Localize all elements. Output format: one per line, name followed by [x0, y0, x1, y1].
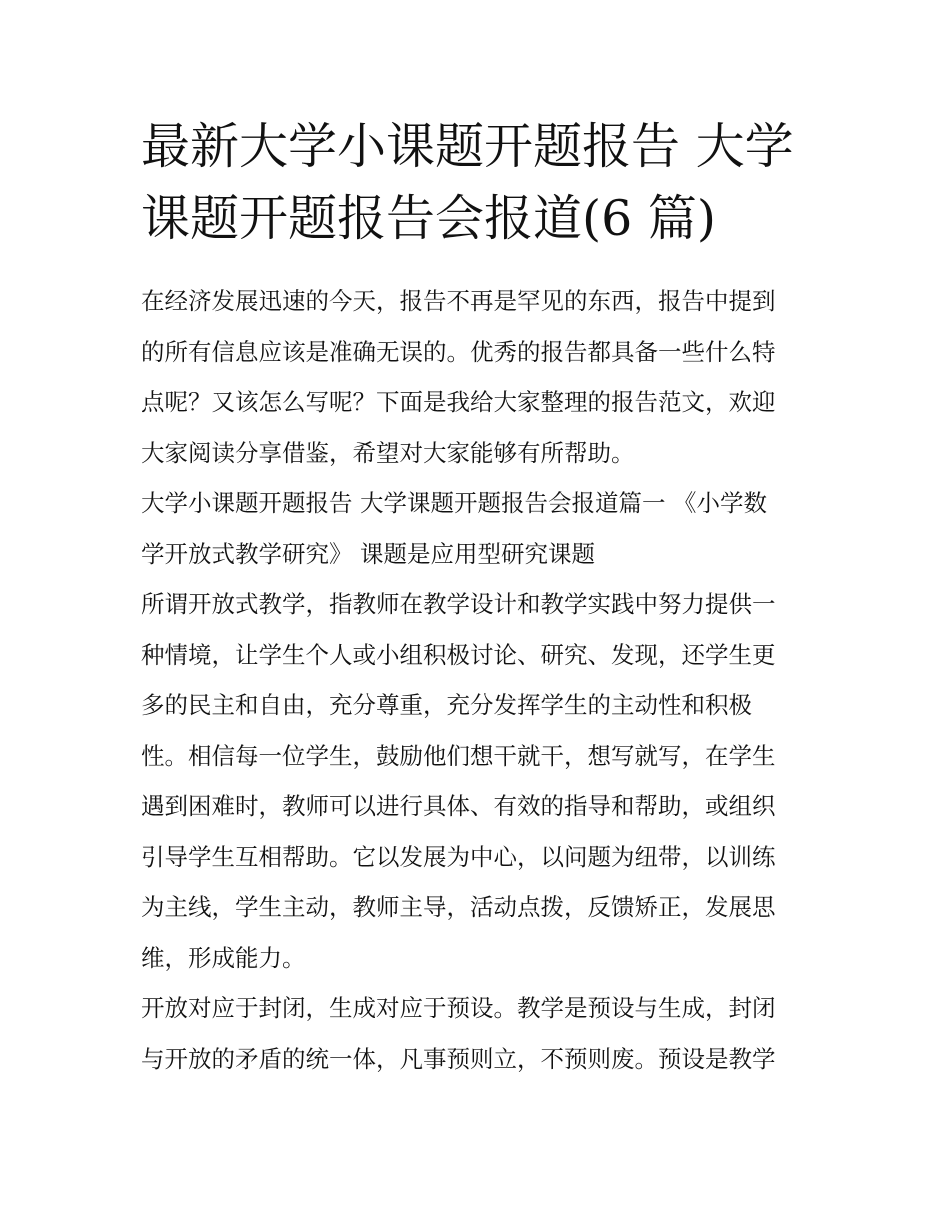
- paragraph-definition: [141, 579, 813, 983]
- paragraph-line: 点呢？又该怎么写呢？下面是我给大家整理的报告范文，欢迎: [141, 388, 776, 416]
- title-line: 课题开题报告会报道(6 篇): [141, 190, 716, 247]
- paragraph-line: 学开放式教学研究》 课题是应用型研究课题: [141, 539, 595, 568]
- paragraph-line: 大家阅读分享借鉴，希望对大家能够有所帮助。: [141, 438, 635, 467]
- section-heading: [141, 478, 813, 579]
- document-page: [141, 112, 813, 1084]
- paragraph-line: 多的民主和自由，充分尊重，充分发挥学生的主动性和积极: [141, 691, 752, 719]
- paragraph-line: 种情境，让学生个人或小组积极讨论、研究、发现，还学生更: [141, 640, 776, 669]
- paragraph-line: 大学小课题开题报告 大学课题开题报告会报道篇一 《小学数: [141, 489, 767, 517]
- paragraph-line: 开放对应于封闭，生成对应于预设。教学是预设与生成，封闭: [141, 994, 776, 1022]
- paragraph-line: 维，形成能力。: [141, 943, 306, 972]
- paragraph-open-closed: [141, 983, 813, 1084]
- paragraph-line: 遇到困难时，教师可以进行具体、有效的指导和帮助，或组织: [141, 792, 776, 820]
- paragraph-line: 为主线，学生主动，教师主导，活动点拨，反馈矫正，发展思: [141, 893, 776, 921]
- paragraph-line: 在经济发展迅速的今天，报告不再是罕见的东西，报告中提到: [141, 287, 776, 315]
- paragraph-line: 性。相信每一位学生，鼓励他们想干就干，想写就写，在学生: [141, 741, 776, 770]
- paragraph-intro: [141, 276, 813, 478]
- paragraph-line: 与开放的矛盾的统一体，凡事预则立，不预则废。预设是教学: [141, 1044, 776, 1073]
- paragraph-line: 引导学生互相帮助。它以发展为中心，以问题为纽带，以训练: [141, 842, 776, 871]
- document-title: [141, 112, 813, 254]
- title-line: 最新大学小课题开题报告 大学: [141, 118, 794, 175]
- paragraph-line: 的所有信息应该是准确无误的。优秀的报告都具备一些什么特: [141, 337, 776, 366]
- paragraph-line: 所谓开放式教学，指教师在教学设计和教学实践中努力提供一: [141, 590, 776, 618]
